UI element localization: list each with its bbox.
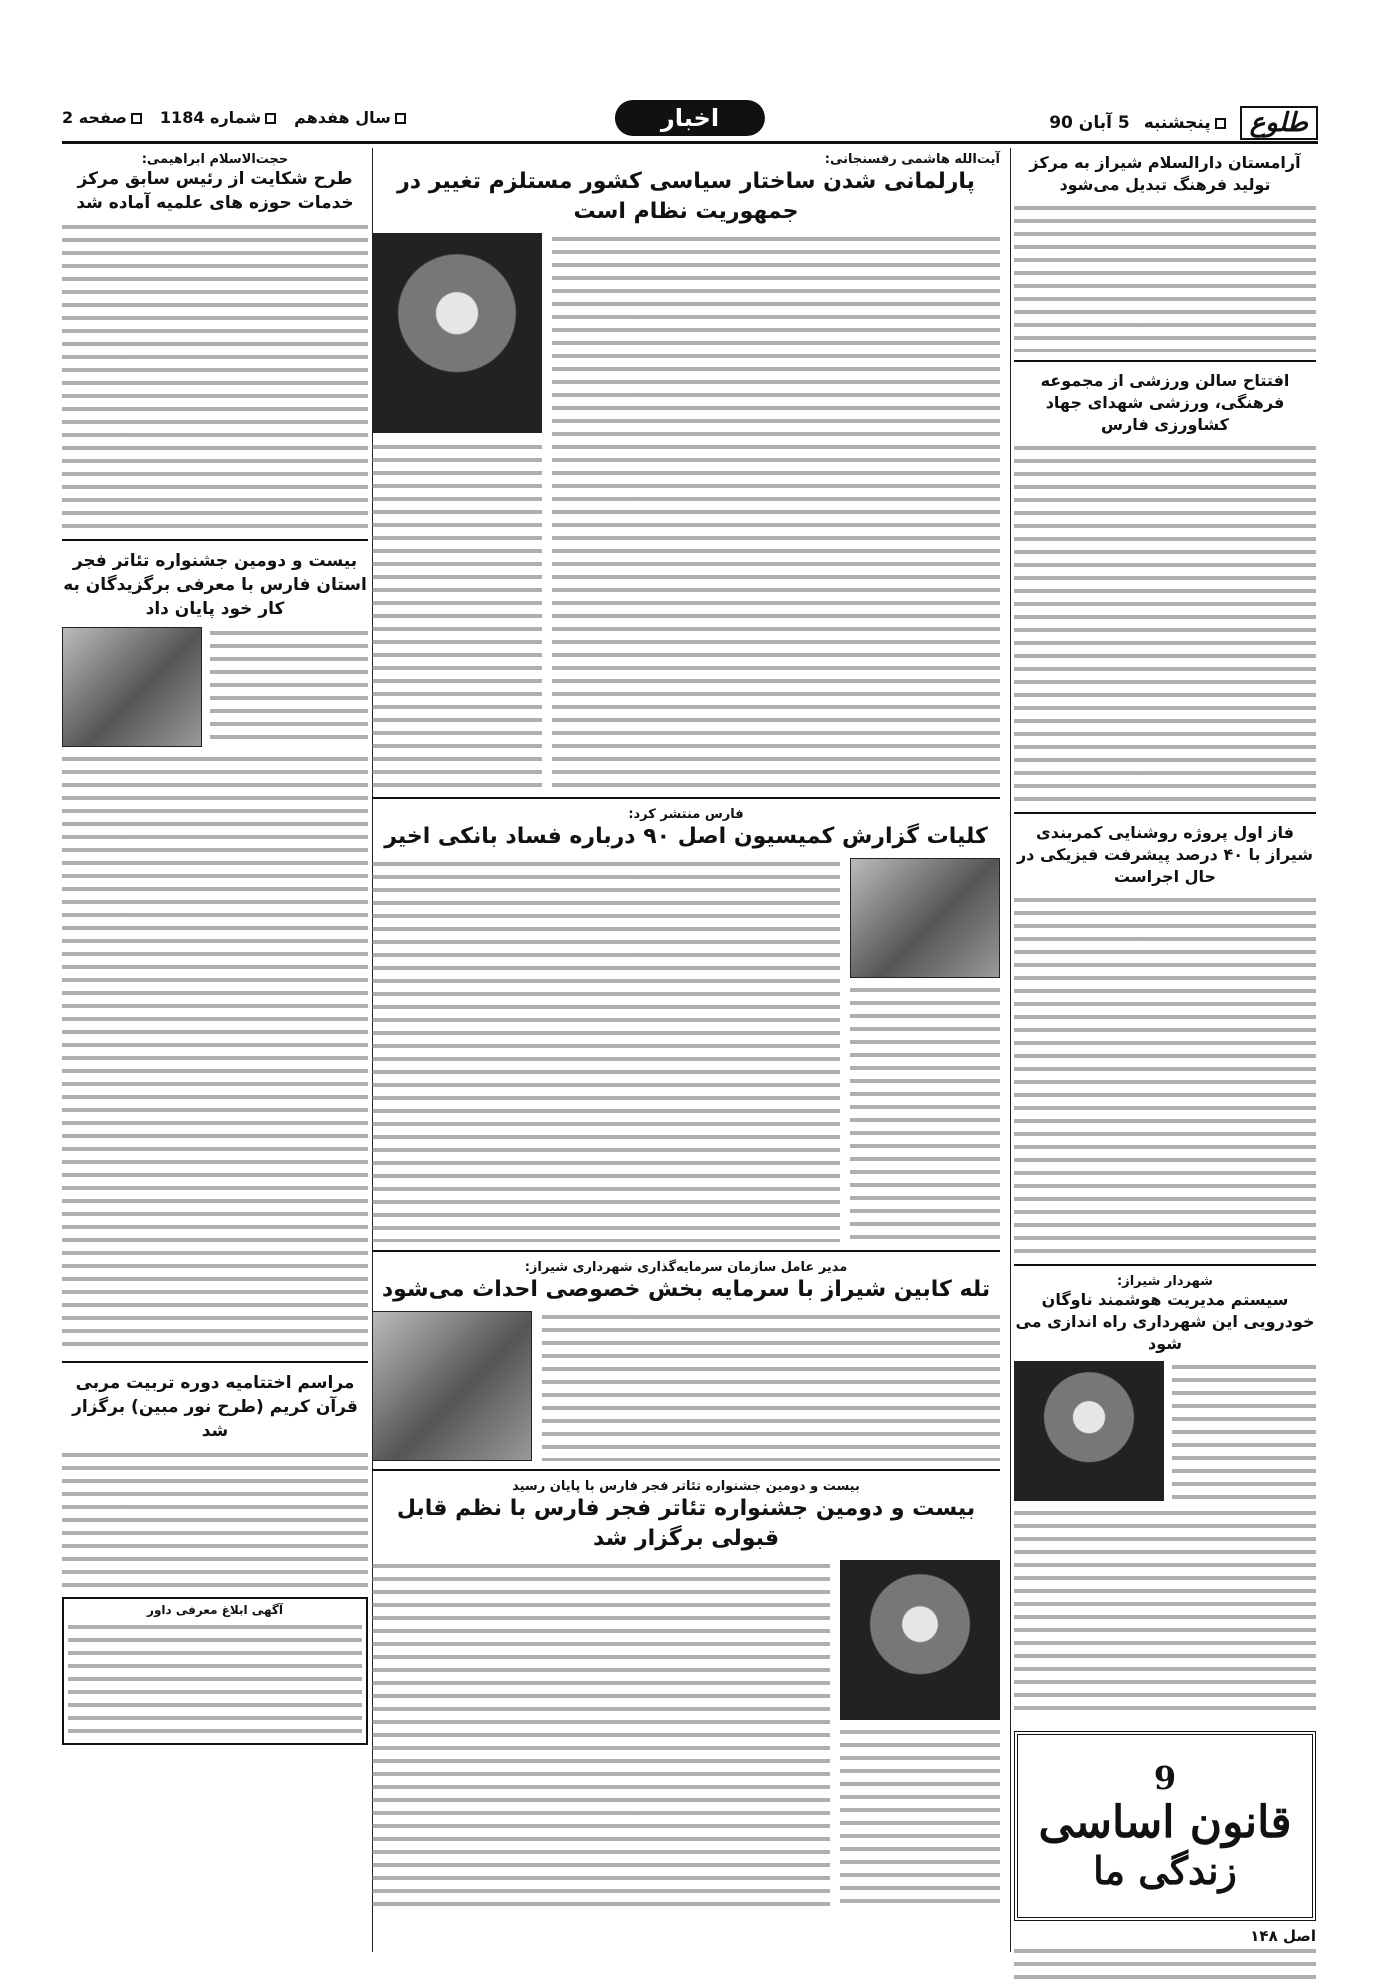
article-body <box>1172 1361 1316 1501</box>
divider <box>1014 1264 1316 1266</box>
article-body <box>850 984 1000 1240</box>
left-column <box>62 152 368 1745</box>
article-title: بیست و دومین جشنواره تئاتر فجر فارس با نظم قابل قبولی برگزار شد <box>396 1496 976 1551</box>
article-body <box>372 1560 830 1906</box>
square-bullet-icon <box>395 113 406 124</box>
masthead-left <box>62 108 406 127</box>
article-title: افتتاح سالن ورزشی از مجموعه فرهنگی، ورزشی شهدای جهاد کشاورزی فارس <box>1040 371 1290 434</box>
article-body <box>840 1726 1000 1906</box>
article-body <box>62 1449 368 1589</box>
handshake-photo <box>850 858 1000 978</box>
article-title: آرامستان دارالسلام شیراز به مرکز تولید فرهنگ تبدیل می‌شود <box>1029 153 1301 194</box>
issue-date: 5 آبان 90 <box>1049 113 1130 133</box>
article-title: تله کابین شیراز با سرمایه بخش خصوصی احداث می‌شود <box>381 1277 991 1302</box>
newspaper-logo: طلوع <box>1240 106 1318 140</box>
page-number: صفحه 2 <box>62 108 142 127</box>
article-body <box>1014 202 1316 352</box>
right-column <box>1014 152 1316 1987</box>
square-bullet-icon <box>265 113 276 124</box>
article-kicker: بیست و دومین جشنواره تئاتر فجر فارس با پایان رسید <box>512 1479 860 1494</box>
column-rule <box>1010 148 1011 1952</box>
article-kicker: حجت‌الاسلام ابراهیمی: <box>141 152 289 167</box>
article-body <box>1014 894 1316 1256</box>
square-bullet-icon <box>131 113 142 124</box>
article-body-row <box>62 627 368 747</box>
divider <box>372 797 1000 799</box>
portrait-photo <box>840 1560 1000 1720</box>
constitution-box <box>1014 1731 1316 1921</box>
article-body-row <box>372 233 1000 789</box>
divider <box>372 1469 1000 1471</box>
article-title: سیستم مدیریت هوشمند ناوگان خودرویی این شهرداری راه اندازی می شود <box>1015 1290 1315 1353</box>
article-kicker: آیت‌الله هاشمی رفسنجانی: <box>824 152 1000 167</box>
article-title: فاز اول پروژه روشنایی کمربندی شیراز با ۴۰ درصد پیشرفت فیزیکی در حال اجراست <box>1016 823 1314 886</box>
article-body-row <box>372 1311 1000 1461</box>
year-label: سال هفدهم <box>294 108 406 127</box>
article-title: مراسم اختتامیه دوره تربیت مربی قرآن کریم (طرح نور مبین) برگزار شد <box>72 1373 358 1441</box>
article-kicker: فارس منتشر کرد: <box>628 807 744 822</box>
law-subtitle: زندگی ما <box>1093 1848 1237 1893</box>
article-body <box>210 627 368 747</box>
square-bullet-icon <box>1215 118 1226 129</box>
article-body <box>552 233 1000 789</box>
article-body-row <box>372 1560 1000 1906</box>
article-body <box>1014 1507 1316 1717</box>
mayor-photo <box>1014 1361 1164 1501</box>
weekday: پنجشنبه <box>1144 113 1226 133</box>
law-title: قانون اساسی <box>1038 1797 1292 1848</box>
section-title: اخبار <box>615 100 765 136</box>
cable-car-photo <box>372 1311 532 1461</box>
divider <box>1014 360 1316 362</box>
cleric-photo <box>372 233 542 433</box>
article-body <box>62 221 368 531</box>
article-body <box>542 1311 1000 1461</box>
middle-column <box>372 152 1000 1906</box>
notice-body <box>68 1621 362 1739</box>
article-title: طرح شکایت از رئیس سابق مرکز خدمات حوزه های علمیه آماده شد <box>76 169 354 213</box>
article-title: کلیات گزارش کمیسیون اصل ۹۰ درباره فساد بانکی اخیر <box>384 824 988 849</box>
article-body <box>372 858 840 1242</box>
article-body <box>1014 1945 1316 1987</box>
article-body <box>62 753 368 1353</box>
photo-column <box>840 1560 1000 1906</box>
article-body-row <box>372 858 1000 1242</box>
law-article: اصل ۱۴۸ <box>1250 1927 1316 1945</box>
divider <box>62 1361 368 1363</box>
article-body <box>372 441 542 789</box>
divider <box>62 539 368 541</box>
issue-number: شماره 1184 <box>160 108 276 127</box>
notice-box <box>62 1597 368 1745</box>
article-title: بیست و دومین جشنواره تئاتر فجر استان فارس با معرفی برگزیدگان به کار خود پایان داد <box>63 551 367 619</box>
law-number: 9 <box>1153 1759 1177 1797</box>
notice-title: آگهی ابلاغ معرفی داور <box>147 1603 283 1617</box>
masthead <box>62 98 1318 144</box>
article-kicker: مدیر عامل سازمان سرمایه‌گذاری شهرداری شیراز: <box>524 1260 848 1275</box>
divider <box>372 1250 1000 1252</box>
article-body-row <box>1014 1361 1316 1501</box>
masthead-right <box>1049 106 1318 140</box>
article-body <box>1014 442 1316 804</box>
divider <box>1014 812 1316 814</box>
article-title: پارلمانی شدن ساختار سیاسی کشور مستلزم تغییر در جمهوریت نظام است <box>397 169 975 224</box>
photo-column <box>372 233 542 789</box>
photo-column <box>850 858 1000 1242</box>
article-kicker: شهردار شیراز: <box>1117 1274 1213 1289</box>
festival-photo <box>62 627 202 747</box>
